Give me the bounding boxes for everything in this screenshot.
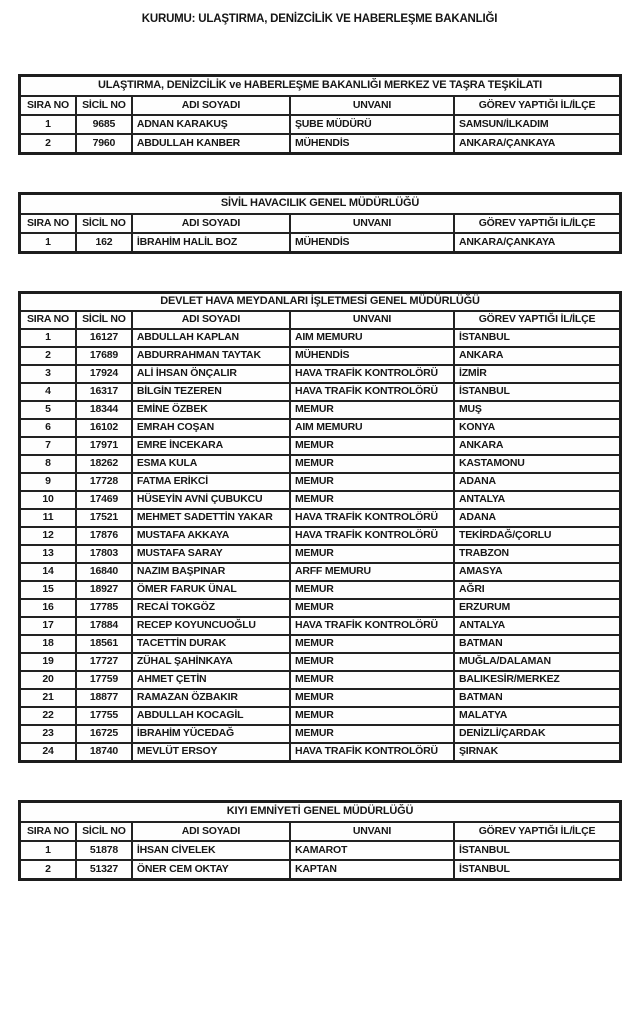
cell-gorev-il-ilce: İZMİR xyxy=(454,365,621,383)
table-row xyxy=(20,401,621,419)
cell-adi-soyadi: ESMA KULA xyxy=(132,455,290,473)
table-title-row xyxy=(20,76,621,97)
cell-adi-soyadi: ABDULLAH KAPLAN xyxy=(132,329,290,347)
cell-adi-soyadi: İBRAHİM HALİL BOZ xyxy=(132,233,290,253)
table-row xyxy=(20,635,621,653)
cell-adi-soyadi: ALİ İHSAN ÖNÇALIR xyxy=(132,365,290,383)
cell-sicil-no: 18561 xyxy=(76,635,132,653)
cell-unvani: ŞUBE MÜDÜRÜ xyxy=(290,115,454,134)
table-row xyxy=(20,860,621,880)
column-header-adi-soyadi: ADI SOYADI xyxy=(132,311,290,329)
cell-sicil-no: 18877 xyxy=(76,689,132,707)
cell-gorev-il-ilce: ANTALYA xyxy=(454,491,621,509)
table-row xyxy=(20,725,621,743)
cell-sicil-no: 17884 xyxy=(76,617,132,635)
column-header-gorev-il-ilce: GÖREV YAPTIĞI İL/İLÇE xyxy=(454,214,621,233)
cell-adi-soyadi: ABDULLAH KOCAGİL xyxy=(132,707,290,725)
cell-gorev-il-ilce: ANKARA xyxy=(454,347,621,365)
cell-sira-no: 1 xyxy=(20,115,76,134)
cell-unvani: HAVA TRAFİK KONTROLÖRÜ xyxy=(290,527,454,545)
cell-adi-soyadi: MUSTAFA SARAY xyxy=(132,545,290,563)
table-row xyxy=(20,563,621,581)
cell-adi-soyadi: İHSAN CİVELEK xyxy=(132,841,290,860)
table-row xyxy=(20,671,621,689)
cell-sira-no: 8 xyxy=(20,455,76,473)
cell-adi-soyadi: EMİNE ÖZBEK xyxy=(132,401,290,419)
cell-sira-no: 12 xyxy=(20,527,76,545)
cell-sicil-no: 16102 xyxy=(76,419,132,437)
cell-unvani: MEMUR xyxy=(290,437,454,455)
column-header-gorev-il-ilce: GÖREV YAPTIĞI İL/İLÇE xyxy=(454,822,621,841)
cell-unvani: MÜHENDİS xyxy=(290,233,454,253)
column-header-gorev-il-ilce: GÖREV YAPTIĞI İL/İLÇE xyxy=(454,96,621,115)
cell-gorev-il-ilce: SAMSUN/İLKADIM xyxy=(454,115,621,134)
cell-sira-no: 10 xyxy=(20,491,76,509)
table-header-row xyxy=(20,214,621,233)
table-header-row xyxy=(20,822,621,841)
table-title-row xyxy=(20,802,621,823)
cell-sira-no: 17 xyxy=(20,617,76,635)
column-header-sicil-no: SİCİL NO xyxy=(76,214,132,233)
column-header-sicil-no: SİCİL NO xyxy=(76,311,132,329)
cell-unvani: MEMUR xyxy=(290,671,454,689)
cell-sira-no: 21 xyxy=(20,689,76,707)
cell-sicil-no: 18344 xyxy=(76,401,132,419)
table-header-row xyxy=(20,311,621,329)
cell-adi-soyadi: FATMA ERİKCİ xyxy=(132,473,290,491)
cell-unvani: MEMUR xyxy=(290,689,454,707)
cell-adi-soyadi: RECEP KOYUNCUOĞLU xyxy=(132,617,290,635)
cell-adi-soyadi: MUSTAFA AKKAYA xyxy=(132,527,290,545)
cell-gorev-il-ilce: İSTANBUL xyxy=(454,329,621,347)
cell-gorev-il-ilce: MUŞ xyxy=(454,401,621,419)
cell-gorev-il-ilce: İSTANBUL xyxy=(454,383,621,401)
cell-gorev-il-ilce: ANKARA xyxy=(454,437,621,455)
column-header-unvani: UNVANI xyxy=(290,96,454,115)
column-header-adi-soyadi: ADI SOYADI xyxy=(132,96,290,115)
cell-unvani: MÜHENDİS xyxy=(290,134,454,154)
cell-sicil-no: 16840 xyxy=(76,563,132,581)
cell-sira-no: 3 xyxy=(20,365,76,383)
cell-sira-no: 7 xyxy=(20,437,76,455)
cell-unvani: HAVA TRAFİK KONTROLÖRÜ xyxy=(290,383,454,401)
cell-sira-no: 24 xyxy=(20,743,76,762)
cell-sira-no: 15 xyxy=(20,581,76,599)
cell-gorev-il-ilce: AMASYA xyxy=(454,563,621,581)
cell-unvani: HAVA TRAFİK KONTROLÖRÜ xyxy=(290,743,454,762)
cell-unvani: HAVA TRAFİK KONTROLÖRÜ xyxy=(290,509,454,527)
cell-sira-no: 2 xyxy=(20,347,76,365)
personnel-table-4 xyxy=(18,800,622,881)
cell-unvani: MEMUR xyxy=(290,455,454,473)
cell-gorev-il-ilce: ADANA xyxy=(454,509,621,527)
cell-gorev-il-ilce: İSTANBUL xyxy=(454,841,621,860)
personnel-table-3 xyxy=(18,291,622,763)
cell-sicil-no: 17876 xyxy=(76,527,132,545)
table-row xyxy=(20,743,621,762)
cell-gorev-il-ilce: ERZURUM xyxy=(454,599,621,617)
cell-sicil-no: 17521 xyxy=(76,509,132,527)
cell-adi-soyadi: RAMAZAN ÖZBAKIR xyxy=(132,689,290,707)
cell-unvani: MEMUR xyxy=(290,653,454,671)
cell-sicil-no: 18262 xyxy=(76,455,132,473)
cell-adi-soyadi: AHMET ÇETİN xyxy=(132,671,290,689)
cell-sicil-no: 18927 xyxy=(76,581,132,599)
table-row xyxy=(20,347,621,365)
cell-adi-soyadi: ABDULLAH KANBER xyxy=(132,134,290,154)
column-header-sira-no: SIRA NO xyxy=(20,311,76,329)
cell-sicil-no: 17689 xyxy=(76,347,132,365)
cell-adi-soyadi: ADNAN KARAKUŞ xyxy=(132,115,290,134)
cell-gorev-il-ilce: KONYA xyxy=(454,419,621,437)
table-row xyxy=(20,437,621,455)
cell-gorev-il-ilce: KASTAMONU xyxy=(454,455,621,473)
table-row xyxy=(20,581,621,599)
cell-gorev-il-ilce: DENİZLİ/ÇARDAK xyxy=(454,725,621,743)
table-row xyxy=(20,419,621,437)
cell-unvani: KAPTAN xyxy=(290,860,454,880)
table-row xyxy=(20,491,621,509)
cell-sira-no: 1 xyxy=(20,233,76,253)
cell-sicil-no: 9685 xyxy=(76,115,132,134)
cell-unvani: MEMUR xyxy=(290,599,454,617)
table-row xyxy=(20,841,621,860)
cell-unvani: MEMUR xyxy=(290,545,454,563)
cell-sicil-no: 17727 xyxy=(76,653,132,671)
cell-sira-no: 6 xyxy=(20,419,76,437)
table-row xyxy=(20,599,621,617)
table-row xyxy=(20,545,621,563)
cell-unvani: MEMUR xyxy=(290,491,454,509)
cell-sira-no: 11 xyxy=(20,509,76,527)
column-header-adi-soyadi: ADI SOYADI xyxy=(132,822,290,841)
cell-sira-no: 4 xyxy=(20,383,76,401)
cell-adi-soyadi: ÖNER CEM OKTAY xyxy=(132,860,290,880)
cell-adi-soyadi: MEVLÜT ERSOY xyxy=(132,743,290,762)
cell-sira-no: 13 xyxy=(20,545,76,563)
cell-adi-soyadi: TACETTİN DURAK xyxy=(132,635,290,653)
cell-sira-no: 22 xyxy=(20,707,76,725)
cell-unvani: MEMUR xyxy=(290,473,454,491)
table-row xyxy=(20,527,621,545)
table-title-row xyxy=(20,194,621,215)
table-row xyxy=(20,617,621,635)
cell-adi-soyadi: NAZIM BAŞPINAR xyxy=(132,563,290,581)
cell-gorev-il-ilce: ADANA xyxy=(454,473,621,491)
cell-sicil-no: 17803 xyxy=(76,545,132,563)
cell-sira-no: 2 xyxy=(20,134,76,154)
column-header-gorev-il-ilce: GÖREV YAPTIĞI İL/İLÇE xyxy=(454,311,621,329)
cell-sira-no: 1 xyxy=(20,329,76,347)
personnel-table-1 xyxy=(18,74,622,155)
column-header-unvani: UNVANI xyxy=(290,214,454,233)
cell-gorev-il-ilce: ANTALYA xyxy=(454,617,621,635)
cell-sicil-no: 17785 xyxy=(76,599,132,617)
cell-sira-no: 1 xyxy=(20,841,76,860)
tables xyxy=(18,74,622,918)
cell-adi-soyadi: RECAİ TOKGÖZ xyxy=(132,599,290,617)
table-row xyxy=(20,233,621,253)
cell-adi-soyadi: ABDURRAHMAN TAYTAK xyxy=(132,347,290,365)
table-header-row xyxy=(20,96,621,115)
table-row xyxy=(20,115,621,134)
column-header-sicil-no: SİCİL NO xyxy=(76,822,132,841)
cell-unvani: MEMUR xyxy=(290,725,454,743)
cell-sira-no: 18 xyxy=(20,635,76,653)
cell-unvani: AIM MEMURU xyxy=(290,419,454,437)
cell-sicil-no: 16725 xyxy=(76,725,132,743)
cell-adi-soyadi: EMRAH COŞAN xyxy=(132,419,290,437)
cell-adi-soyadi: MEHMET SADETTİN YAKAR xyxy=(132,509,290,527)
cell-sicil-no: 17728 xyxy=(76,473,132,491)
table-row xyxy=(20,653,621,671)
table-row xyxy=(20,509,621,527)
table-row xyxy=(20,689,621,707)
table-title: ULAŞTIRMA, DENİZCİLİK ve HABERLEŞME BAKANLIĞI MERKEZ VE TAŞRA TEŞKİLATI xyxy=(20,76,621,97)
cell-sicil-no: 16127 xyxy=(76,329,132,347)
cell-sira-no: 9 xyxy=(20,473,76,491)
cell-adi-soyadi: BİLGİN TEZEREN xyxy=(132,383,290,401)
column-header-sira-no: SIRA NO xyxy=(20,822,76,841)
page-title: KURUMU: ULAŞTIRMA, DENİZCİLİK VE HABERLEŞME BAKANLIĞI xyxy=(141,13,498,25)
cell-sicil-no: 17759 xyxy=(76,671,132,689)
table-row xyxy=(20,365,621,383)
cell-sira-no: 5 xyxy=(20,401,76,419)
column-header-unvani: UNVANI xyxy=(290,311,454,329)
cell-sira-no: 14 xyxy=(20,563,76,581)
cell-sira-no: 2 xyxy=(20,860,76,880)
table-row xyxy=(20,455,621,473)
column-header-sicil-no: SİCİL NO xyxy=(76,96,132,115)
cell-gorev-il-ilce: TRABZON xyxy=(454,545,621,563)
cell-sira-no: 23 xyxy=(20,725,76,743)
cell-unvani: ARFF MEMURU xyxy=(290,563,454,581)
cell-sicil-no: 17755 xyxy=(76,707,132,725)
cell-unvani: HAVA TRAFİK KONTROLÖRÜ xyxy=(290,617,454,635)
cell-gorev-il-ilce: BALIKESİR/MERKEZ xyxy=(454,671,621,689)
cell-adi-soyadi: İBRAHİM YÜCEDAĞ xyxy=(132,725,290,743)
cell-adi-soyadi: ÖMER FARUK ÜNAL xyxy=(132,581,290,599)
cell-sira-no: 20 xyxy=(20,671,76,689)
cell-gorev-il-ilce: MALATYA xyxy=(454,707,621,725)
cell-unvani: MEMUR xyxy=(290,581,454,599)
table-row xyxy=(20,329,621,347)
table-title: DEVLET HAVA MEYDANLARI İŞLETMESİ GENEL MÜDÜRLÜĞÜ xyxy=(20,293,621,312)
table-row xyxy=(20,707,621,725)
cell-sicil-no: 16317 xyxy=(76,383,132,401)
cell-gorev-il-ilce: BATMAN xyxy=(454,689,621,707)
cell-gorev-il-ilce: ANKARA/ÇANKAYA xyxy=(454,134,621,154)
column-header-unvani: UNVANI xyxy=(290,822,454,841)
personnel-table-2 xyxy=(18,192,622,254)
cell-adi-soyadi: HÜSEYİN AVNİ ÇUBUKCU xyxy=(132,491,290,509)
cell-unvani: MEMUR xyxy=(290,707,454,725)
cell-gorev-il-ilce: TEKİRDAĞ/ÇORLU xyxy=(454,527,621,545)
cell-unvani: HAVA TRAFİK KONTROLÖRÜ xyxy=(290,365,454,383)
cell-gorev-il-ilce: MUĞLA/DALAMAN xyxy=(454,653,621,671)
cell-unvani: MÜHENDİS xyxy=(290,347,454,365)
cell-sira-no: 16 xyxy=(20,599,76,617)
cell-unvani: KAMAROT xyxy=(290,841,454,860)
cell-sicil-no: 17469 xyxy=(76,491,132,509)
table-title-row xyxy=(20,293,621,312)
cell-adi-soyadi: ZÜHAL ŞAHİNKAYA xyxy=(132,653,290,671)
table-title: KIYI EMNİYETİ GENEL MÜDÜRLÜĞÜ xyxy=(20,802,621,823)
cell-unvani: AIM MEMURU xyxy=(290,329,454,347)
cell-gorev-il-ilce: İSTANBUL xyxy=(454,860,621,880)
table-row xyxy=(20,473,621,491)
cell-sira-no: 19 xyxy=(20,653,76,671)
cell-sicil-no: 7960 xyxy=(76,134,132,154)
cell-gorev-il-ilce: ŞIRNAK xyxy=(454,743,621,762)
cell-gorev-il-ilce: ANKARA/ÇANKAYA xyxy=(454,233,621,253)
cell-unvani: MEMUR xyxy=(290,401,454,419)
column-header-sira-no: SIRA NO xyxy=(20,214,76,233)
cell-sicil-no: 17924 xyxy=(76,365,132,383)
cell-sicil-no: 51878 xyxy=(76,841,132,860)
table-row xyxy=(20,383,621,401)
cell-sicil-no: 17971 xyxy=(76,437,132,455)
cell-gorev-il-ilce: AĞRI xyxy=(454,581,621,599)
column-header-adi-soyadi: ADI SOYADI xyxy=(132,214,290,233)
cell-sicil-no: 162 xyxy=(76,233,132,253)
cell-unvani: MEMUR xyxy=(290,635,454,653)
cell-gorev-il-ilce: BATMAN xyxy=(454,635,621,653)
table-title: SİVİL HAVACILIK GENEL MÜDÜRLÜĞÜ xyxy=(20,194,621,215)
cell-adi-soyadi: EMRE İNCEKARA xyxy=(132,437,290,455)
table-row xyxy=(20,134,621,154)
cell-sicil-no: 51327 xyxy=(76,860,132,880)
column-header-sira-no: SIRA NO xyxy=(20,96,76,115)
cell-sicil-no: 18740 xyxy=(76,743,132,762)
